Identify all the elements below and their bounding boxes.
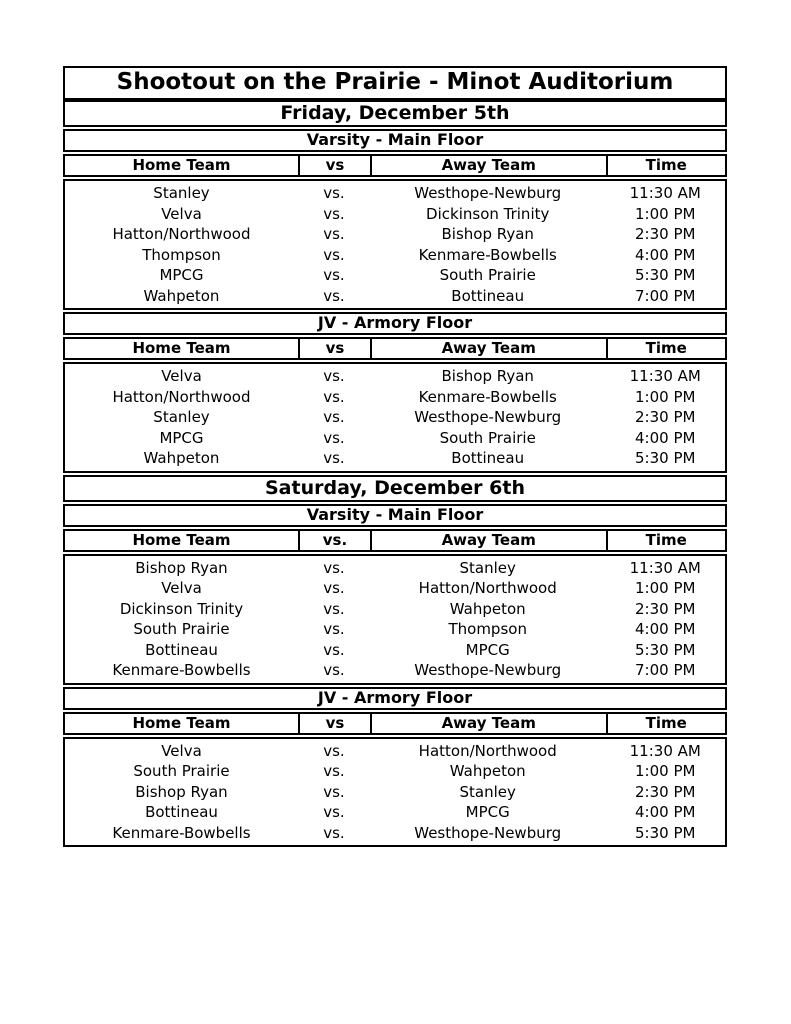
games-body — [63, 362, 727, 473]
vs-cell: vs. — [323, 661, 345, 679]
time-cell: 11:30 AM — [629, 558, 701, 577]
time-cell: 4:00 PM — [635, 620, 696, 638]
game-row — [65, 245, 725, 266]
column-header-home: Home Team — [132, 713, 231, 732]
game-row — [65, 428, 725, 449]
column-header-away: Away Team — [370, 339, 606, 358]
vs-cell: vs. — [323, 558, 345, 577]
away-team-cell: Kenmare-Bowbells — [418, 245, 557, 264]
home-team-cell: South Prairie — [133, 620, 230, 638]
home-team-cell: Velva — [161, 579, 202, 597]
game-row — [65, 823, 725, 844]
home-team-cell: Velva — [161, 204, 202, 223]
home-team-cell: Kenmare-Bowbells — [112, 661, 251, 679]
time-cell: 11:30 AM — [629, 367, 701, 385]
home-team-cell: Hatton/Northwood — [112, 387, 251, 406]
home-team-cell: MPCG — [159, 266, 204, 284]
vs-cell: vs. — [323, 620, 345, 638]
column-header-vs: vs — [298, 156, 370, 175]
games-body — [63, 179, 727, 310]
column-header-vs: vs — [298, 339, 370, 358]
vs-cell: vs. — [323, 782, 345, 801]
vs-cell: vs. — [323, 640, 345, 659]
time-cell: 1:00 PM — [635, 762, 696, 780]
home-team-cell: Hatton/Northwood — [112, 225, 251, 243]
home-team-cell: Velva — [161, 741, 202, 760]
home-team-cell: Wahpeton — [143, 286, 220, 305]
time-cell: 4:00 PM — [635, 428, 696, 447]
games-header-row — [63, 529, 727, 552]
schedule-days — [63, 100, 727, 847]
column-header-time: Time — [606, 156, 725, 175]
game-row — [65, 448, 725, 469]
home-team-cell: Stanley — [153, 184, 210, 202]
home-team-cell: Kenmare-Bowbells — [112, 823, 251, 842]
schedule-sheet — [63, 66, 727, 847]
vs-cell: vs. — [323, 204, 345, 223]
column-header-home: Home Team — [132, 339, 231, 357]
home-team-cell: Bishop Ryan — [135, 558, 228, 577]
games-body — [63, 737, 727, 848]
vs-cell: vs. — [323, 367, 345, 385]
away-team-cell: Bishop Ryan — [441, 225, 534, 243]
game-row — [65, 558, 725, 579]
vs-cell: vs. — [323, 823, 345, 842]
games-header-row — [63, 154, 727, 177]
vs-cell: vs. — [323, 387, 345, 406]
away-team-cell: MPCG — [465, 803, 510, 821]
away-team-cell: Hatton/Northwood — [418, 579, 557, 597]
away-team-cell: Kenmare-Bowbells — [418, 387, 557, 406]
vs-cell: vs. — [323, 599, 345, 618]
column-header-away: Away Team — [370, 714, 606, 733]
game-row — [65, 387, 725, 408]
column-header-home: Home Team — [132, 530, 231, 549]
vs-cell: vs. — [323, 579, 345, 597]
game-row — [65, 619, 725, 640]
time-cell: 5:30 PM — [635, 449, 696, 467]
home-team-cell: Dickinson Trinity — [119, 599, 244, 618]
game-row — [65, 204, 725, 225]
home-team-cell: Velva — [161, 367, 202, 385]
away-team-cell: Wahpeton — [449, 762, 526, 780]
page-title: Shootout on the Prairie - Minot Auditorium — [63, 66, 727, 100]
away-team-cell: Hatton/Northwood — [418, 741, 557, 760]
games-header-row — [63, 337, 727, 360]
away-team-cell: Bottineau — [451, 286, 525, 305]
time-cell: 5:30 PM — [635, 266, 696, 284]
away-team-cell: Bishop Ryan — [441, 367, 534, 385]
column-header-time: Time — [606, 339, 725, 358]
time-cell: 5:30 PM — [635, 823, 696, 842]
away-team-cell: Bottineau — [451, 449, 525, 467]
game-row — [65, 802, 725, 823]
time-cell: 2:30 PM — [635, 225, 696, 243]
column-header-vs: vs — [298, 714, 370, 733]
game-row — [65, 407, 725, 428]
vs-cell: vs. — [323, 762, 345, 780]
vs-cell: vs. — [323, 266, 345, 284]
time-cell: 4:00 PM — [635, 245, 696, 264]
session-label: Varsity - Main Floor — [63, 129, 727, 152]
away-team-cell: Dickinson Trinity — [426, 204, 550, 223]
game-row — [65, 761, 725, 782]
home-team-cell: South Prairie — [133, 762, 230, 780]
time-cell: 11:30 AM — [629, 741, 701, 760]
away-team-cell: Westhope-Newburg — [414, 184, 562, 202]
away-team-cell: South Prairie — [439, 266, 536, 284]
time-cell: 2:30 PM — [635, 599, 696, 618]
column-header-time: Time — [606, 714, 725, 733]
session-label: JV - Armory Floor — [63, 312, 727, 335]
game-row — [65, 741, 725, 762]
vs-cell: vs. — [323, 803, 345, 821]
vs-cell: vs. — [323, 428, 345, 447]
game-row — [65, 578, 725, 599]
time-cell: 1:00 PM — [635, 579, 696, 597]
home-team-cell: MPCG — [159, 428, 204, 447]
away-team-cell: Westhope-Newburg — [414, 823, 562, 842]
game-row — [65, 183, 725, 204]
time-cell: 5:30 PM — [635, 640, 696, 659]
home-team-cell: Bottineau — [145, 803, 218, 821]
home-team-cell: Thompson — [142, 245, 221, 264]
vs-cell: vs. — [323, 184, 345, 202]
away-team-cell: Wahpeton — [449, 599, 526, 618]
away-team-cell: Thompson — [448, 620, 527, 638]
column-header-away: Away Team — [370, 156, 606, 175]
column-header-home: Home Team — [132, 156, 231, 174]
time-cell: 7:00 PM — [635, 286, 696, 305]
game-row — [65, 782, 725, 803]
vs-cell: vs. — [323, 225, 345, 243]
time-cell: 7:00 PM — [635, 661, 696, 679]
game-row — [65, 660, 725, 681]
column-header-vs: vs. — [298, 531, 370, 550]
away-team-cell: MPCG — [465, 640, 510, 659]
vs-cell: vs. — [323, 245, 345, 264]
column-header-away: Away Team — [370, 531, 606, 550]
away-team-cell: Westhope-Newburg — [414, 661, 562, 679]
game-row — [65, 286, 725, 307]
time-cell: 4:00 PM — [635, 803, 696, 821]
time-cell: 2:30 PM — [635, 408, 696, 426]
home-team-cell: Stanley — [153, 408, 210, 426]
time-cell: 2:30 PM — [635, 782, 696, 801]
game-row — [65, 366, 725, 387]
column-header-time: Time — [606, 531, 725, 550]
time-cell: 11:30 AM — [629, 184, 701, 202]
home-team-cell: Bishop Ryan — [135, 782, 228, 801]
games-header-row — [63, 712, 727, 735]
time-cell: 1:00 PM — [635, 387, 696, 406]
games-body — [63, 554, 727, 685]
game-row — [65, 599, 725, 620]
away-team-cell: Westhope-Newburg — [414, 408, 562, 426]
vs-cell: vs. — [323, 449, 345, 467]
home-team-cell: Wahpeton — [143, 449, 220, 467]
away-team-cell: Stanley — [459, 558, 516, 577]
vs-cell: vs. — [323, 741, 345, 760]
game-row — [65, 265, 725, 286]
game-row — [65, 640, 725, 661]
time-cell: 1:00 PM — [635, 204, 696, 223]
vs-cell: vs. — [323, 408, 345, 426]
day-date-banner: Saturday, December 6th — [63, 475, 727, 502]
vs-cell: vs. — [323, 286, 345, 305]
home-team-cell: Bottineau — [145, 640, 218, 659]
session-label: JV - Armory Floor — [63, 687, 727, 710]
day-date-banner: Friday, December 5th — [63, 100, 727, 127]
away-team-cell: Stanley — [459, 782, 516, 801]
away-team-cell: South Prairie — [439, 428, 536, 447]
session-label: Varsity - Main Floor — [63, 504, 727, 527]
game-row — [65, 224, 725, 245]
